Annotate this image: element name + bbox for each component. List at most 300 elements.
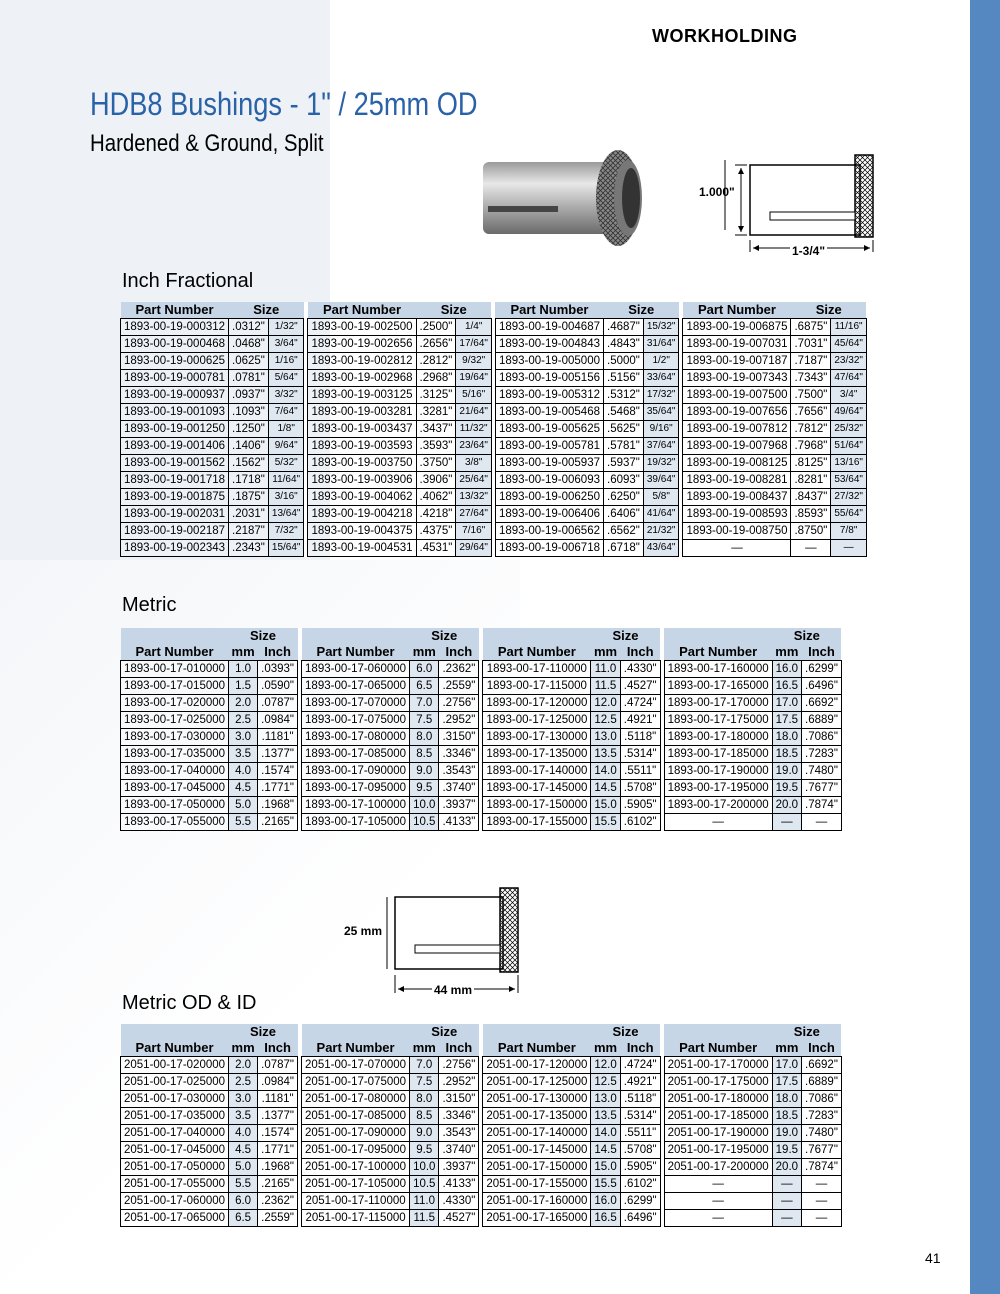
- size-inch-cell: .6692": [802, 1057, 842, 1074]
- size-fraction-cell: 7/16": [456, 523, 492, 540]
- table-row: [121, 695, 842, 712]
- table-row: [121, 1057, 842, 1074]
- col-part-number: Part Number: [497, 644, 576, 659]
- drawing-length-label: 1-3/4": [792, 244, 826, 258]
- size-fraction-cell: 23/64": [456, 438, 492, 455]
- part-number-cell: 1893-00-19-007968: [683, 438, 791, 455]
- size-decimal-cell: .5937": [604, 455, 644, 472]
- size-mm-cell: 2.5: [229, 712, 258, 729]
- part-number-cell: 1893-00-19-007656: [683, 404, 791, 421]
- part-number-cell: 1893-00-17-125000: [483, 712, 591, 729]
- size-inch-cell: .0393": [258, 661, 298, 678]
- part-number-cell: 1893-00-19-002343: [121, 540, 229, 557]
- part-number-cell: 2051-00-17-035000: [121, 1108, 229, 1125]
- part-number-cell: 1893-00-19-006562: [495, 523, 603, 540]
- metric-od-id-table: [120, 1024, 842, 1227]
- part-number-cell: 1893-00-19-001250: [121, 421, 229, 438]
- size-fraction-cell: 9/16": [643, 421, 679, 438]
- size-inch-cell: —: [802, 1193, 842, 1210]
- part-number-cell: 1893-00-19-007343: [683, 370, 791, 387]
- size-inch-cell: .0984": [258, 1074, 298, 1091]
- size-inch-cell: .7874": [802, 797, 842, 814]
- part-number-cell: 1893-00-19-008593: [683, 506, 791, 523]
- size-decimal-cell: .1093": [229, 404, 269, 421]
- table-row: [121, 336, 867, 353]
- size-decimal-cell: .5156": [604, 370, 644, 387]
- size-fraction-cell: 5/16": [456, 387, 492, 404]
- size-mm-cell: 19.0: [772, 763, 801, 780]
- size-decimal-cell: .1718": [229, 472, 269, 489]
- size-inch-cell: .6889": [802, 712, 842, 729]
- size-fraction-cell: 55/64": [831, 506, 867, 523]
- size-inch-cell: .3543": [439, 763, 479, 780]
- part-number-cell: 1893-00-17-065000: [302, 678, 410, 695]
- part-number-cell: 1893-00-17-075000: [302, 712, 410, 729]
- part-number-cell: 1893-00-17-080000: [302, 729, 410, 746]
- part-number-cell: 1893-00-17-155000: [483, 814, 591, 831]
- size-decimal-cell: .0312": [229, 319, 269, 336]
- part-number-cell: 1893-00-19-005937: [495, 455, 603, 472]
- size-mm-cell: 11.0: [591, 661, 620, 678]
- part-number-cell: 1893-00-17-145000: [483, 780, 591, 797]
- part-number-cell: 1893-00-19-000312: [121, 319, 229, 336]
- col-part-number: Part Number: [316, 644, 395, 659]
- table-row: [121, 712, 842, 729]
- size-decimal-cell: .0781": [229, 370, 269, 387]
- size-mm-cell: 2.5: [229, 1074, 258, 1091]
- part-number-cell: 1893-00-19-006250: [495, 489, 603, 506]
- size-inch-cell: .1181": [258, 729, 298, 746]
- size-decimal-cell: .2031": [229, 506, 269, 523]
- size-mm-cell: 9.5: [410, 780, 439, 797]
- size-inch-cell: .5314": [620, 746, 660, 763]
- size-inch-cell: .1968": [258, 797, 298, 814]
- size-mm-cell: 16.0: [591, 1193, 620, 1210]
- part-number-cell: 1893-00-19-001406: [121, 438, 229, 455]
- size-fraction-cell: 13/32": [456, 489, 492, 506]
- table-row: [121, 763, 842, 780]
- size-inch-cell: .1771": [258, 1142, 298, 1159]
- size-fraction-cell: 13/16": [831, 455, 867, 472]
- part-number-cell: 2051-00-17-115000: [302, 1210, 410, 1227]
- part-number-cell: 1893-00-19-004218: [308, 506, 416, 523]
- size-mm-cell: 1.5: [229, 678, 258, 695]
- part-number-cell: 1893-00-19-006718: [495, 540, 603, 557]
- table-row: [121, 1142, 842, 1159]
- part-number-cell: 1893-00-19-000937: [121, 387, 229, 404]
- col-inch: Inch: [445, 1040, 473, 1055]
- size-inch-cell: .5905": [620, 797, 660, 814]
- size-mm-cell: 14.0: [591, 763, 620, 780]
- bushing-drawing-metric: [375, 885, 525, 995]
- part-number-cell: 1893-00-17-190000: [664, 763, 772, 780]
- size-fraction-cell: 7/8": [831, 523, 867, 540]
- size-fraction-cell: 1/8": [268, 421, 304, 438]
- part-number-cell: 2051-00-17-020000: [121, 1057, 229, 1074]
- size-fraction-cell: 3/8": [456, 455, 492, 472]
- size-decimal-cell: .3593": [416, 438, 456, 455]
- size-inch-cell: .2559": [439, 678, 479, 695]
- size-inch-cell: .5708": [620, 1142, 660, 1159]
- table-row: [121, 370, 867, 387]
- col-inch: Inch: [445, 644, 473, 659]
- size-inch-cell: .6692": [802, 695, 842, 712]
- part-number-cell: 1893-00-19-000781: [121, 370, 229, 387]
- col-part-number: Part Number: [135, 1040, 214, 1055]
- size-inch-cell: .2362": [258, 1193, 298, 1210]
- size-mm-cell: 10.5: [410, 814, 439, 831]
- table-row: [121, 1193, 842, 1210]
- table-row: [121, 438, 867, 455]
- size-mm-cell: 8.5: [410, 1108, 439, 1125]
- size-fraction-cell: 23/32": [831, 353, 867, 370]
- size-mm-cell: 10.0: [410, 1159, 439, 1176]
- col-mm: mm: [231, 644, 255, 659]
- col-size: Size: [431, 628, 458, 643]
- table-row: [121, 1091, 842, 1108]
- size-fraction-cell: 17/64": [456, 336, 492, 353]
- size-decimal-cell: .4687": [604, 319, 644, 336]
- col-part-number: Part Number: [497, 1040, 576, 1055]
- size-decimal-cell: .3906": [416, 472, 456, 489]
- bushing-photo: [478, 148, 668, 248]
- part-number-cell: 1893-00-19-004062: [308, 489, 416, 506]
- table-row: [121, 455, 867, 472]
- size-mm-cell: 15.5: [591, 814, 620, 831]
- size-fraction-cell: 1/4": [456, 319, 492, 336]
- col-size: Size: [250, 628, 277, 643]
- size-mm-cell: 6.5: [410, 678, 439, 695]
- part-number-cell: 1893-00-17-140000: [483, 763, 591, 780]
- size-mm-cell: 18.0: [772, 1091, 801, 1108]
- size-inch-cell: .4921": [620, 712, 660, 729]
- size-mm-cell: 18.0: [772, 729, 801, 746]
- table-row: [121, 1210, 842, 1227]
- col-part-number: Part Number: [679, 644, 758, 659]
- size-inch-cell: .3150": [439, 729, 479, 746]
- size-mm-cell: 12.5: [591, 1074, 620, 1091]
- part-number-cell: 2051-00-17-050000: [121, 1159, 229, 1176]
- part-number-cell: 1893-00-19-008750: [683, 523, 791, 540]
- drawing2-length-label: 44 mm: [434, 983, 473, 997]
- part-number-cell: 2051-00-17-030000: [121, 1091, 229, 1108]
- table-row: [121, 678, 842, 695]
- part-number-cell: 2051-00-17-055000: [121, 1176, 229, 1193]
- part-number-cell: 1893-00-19-002187: [121, 523, 229, 540]
- part-number-cell: 1893-00-17-040000: [121, 763, 229, 780]
- col-size: Size: [431, 1024, 458, 1039]
- size-decimal-cell: .4062": [416, 489, 456, 506]
- size-fraction-cell: 7/64": [268, 404, 304, 421]
- part-number-cell: 1893-00-19-005781: [495, 438, 603, 455]
- size-decimal-cell: .7031": [791, 336, 831, 353]
- part-number-cell: 1893-00-17-150000: [483, 797, 591, 814]
- col-size: Size: [793, 1024, 820, 1039]
- size-inch-cell: .7874": [802, 1159, 842, 1176]
- table-row: [121, 387, 867, 404]
- size-inch-cell: .7283": [802, 746, 842, 763]
- part-number-cell: 1893-00-19-005156: [495, 370, 603, 387]
- size-mm-cell: 15.5: [591, 1176, 620, 1193]
- size-decimal-cell: .5312": [604, 387, 644, 404]
- table-row: [121, 489, 867, 506]
- size-inch-cell: .2952": [439, 712, 479, 729]
- size-mm-cell: 10.0: [410, 797, 439, 814]
- part-number-cell: 1893-00-19-002968: [308, 370, 416, 387]
- table-row: [121, 661, 842, 678]
- size-decimal-cell: .7500": [791, 387, 831, 404]
- size-decimal-cell: .0625": [229, 353, 269, 370]
- part-number-cell: 1893-00-19-006875: [683, 319, 791, 336]
- size-inch-cell: .6496": [802, 678, 842, 695]
- table-row: [121, 1074, 842, 1091]
- part-number-cell: 1893-00-17-105000: [302, 814, 410, 831]
- part-number-cell: 2051-00-17-095000: [302, 1142, 410, 1159]
- col-size: Size: [628, 302, 655, 317]
- part-number-cell: 2051-00-17-175000: [664, 1074, 772, 1091]
- size-fraction-cell: 3/32": [268, 387, 304, 404]
- part-number-cell: 1893-00-19-001875: [121, 489, 229, 506]
- part-number-cell: 2051-00-17-090000: [302, 1125, 410, 1142]
- part-number-cell: 1893-00-17-035000: [121, 746, 229, 763]
- size-mm-cell: 2.0: [229, 695, 258, 712]
- part-number-cell: 2051-00-17-170000: [664, 1057, 772, 1074]
- col-size: Size: [440, 302, 467, 317]
- part-number-cell: 1893-00-19-006406: [495, 506, 603, 523]
- size-inch-cell: .4921": [620, 1074, 660, 1091]
- col-size: Size: [793, 628, 820, 643]
- size-decimal-cell: .8125": [791, 455, 831, 472]
- metric-table: [120, 628, 842, 831]
- size-inch-cell: .1968": [258, 1159, 298, 1176]
- size-fraction-cell: 27/64": [456, 506, 492, 523]
- table-row: [121, 814, 842, 831]
- drawing-height-label: 1.000": [699, 185, 735, 199]
- col-inch: Inch: [808, 644, 835, 659]
- part-number-cell: 1893-00-19-003593: [308, 438, 416, 455]
- table-row: [121, 729, 842, 746]
- size-fraction-cell: 15/32": [643, 319, 679, 336]
- size-fraction-cell: 1/16": [268, 353, 304, 370]
- size-decimal-cell: .6093": [604, 472, 644, 489]
- col-mm: mm: [593, 1040, 618, 1055]
- part-number-cell: 2051-00-17-105000: [302, 1176, 410, 1193]
- part-number-cell: 1893-00-17-055000: [121, 814, 229, 831]
- size-mm-cell: 13.5: [591, 746, 620, 763]
- size-decimal-cell: .2656": [416, 336, 456, 353]
- part-number-cell: 1893-00-19-005000: [495, 353, 603, 370]
- inch-fractional-table: [120, 302, 867, 557]
- size-inch-cell: .7086": [802, 729, 842, 746]
- size-inch-cell: .5511": [620, 1125, 660, 1142]
- part-number-cell: 1893-00-19-003281: [308, 404, 416, 421]
- size-inch-cell: .3150": [439, 1091, 479, 1108]
- size-fraction-cell: 5/8": [643, 489, 679, 506]
- size-decimal-cell: .6562": [604, 523, 644, 540]
- size-fraction-cell: 39/64": [643, 472, 679, 489]
- part-number-cell: 1893-00-19-003750: [308, 455, 416, 472]
- size-fraction-cell: 33/64": [643, 370, 679, 387]
- part-number-cell: 1893-00-17-165000: [664, 678, 772, 695]
- size-decimal-cell: .4375": [416, 523, 456, 540]
- page-title: HDB8 Bushings - 1" / 25mm OD: [90, 86, 478, 122]
- part-number-cell: —: [664, 1193, 772, 1210]
- col-size: Size: [612, 628, 639, 643]
- part-number-cell: 2051-00-17-130000: [483, 1091, 591, 1108]
- part-number-cell: 1893-00-19-007812: [683, 421, 791, 438]
- size-mm-cell: 9.5: [410, 1142, 439, 1159]
- part-number-cell: —: [664, 814, 772, 831]
- part-number-cell: 2051-00-17-180000: [664, 1091, 772, 1108]
- part-number-cell: —: [664, 1176, 772, 1193]
- page-edge-bar: [970, 0, 1000, 1294]
- part-number-cell: 2051-00-17-135000: [483, 1108, 591, 1125]
- size-inch-cell: .1574": [258, 1125, 298, 1142]
- size-mm-cell: 5.0: [229, 1159, 258, 1176]
- size-inch-cell: .3937": [439, 1159, 479, 1176]
- part-number-cell: 1893-00-17-085000: [302, 746, 410, 763]
- col-inch: Inch: [626, 1040, 654, 1055]
- size-decimal-cell: .4218": [416, 506, 456, 523]
- size-mm-cell: 20.0: [772, 797, 801, 814]
- size-inch-cell: —: [802, 1210, 842, 1227]
- size-decimal-cell: .8437": [791, 489, 831, 506]
- size-inch-cell: .6889": [802, 1074, 842, 1091]
- part-number-cell: 2051-00-17-075000: [302, 1074, 410, 1091]
- part-number-cell: 1893-00-19-000625: [121, 353, 229, 370]
- part-number-cell: 1893-00-17-050000: [121, 797, 229, 814]
- size-inch-cell: .4724": [620, 1057, 660, 1074]
- part-number-cell: 1893-00-19-002500: [308, 319, 416, 336]
- size-mm-cell: 11.0: [410, 1193, 439, 1210]
- size-inch-cell: .5905": [620, 1159, 660, 1176]
- size-decimal-cell: .8593": [791, 506, 831, 523]
- size-mm-cell: 3.0: [229, 1091, 258, 1108]
- part-number-cell: 2051-00-17-200000: [664, 1159, 772, 1176]
- size-mm-cell: 13.0: [591, 1091, 620, 1108]
- size-inch-cell: .4724": [620, 695, 660, 712]
- size-inch-cell: .5118": [620, 1091, 660, 1108]
- size-inch-cell: .6102": [620, 814, 660, 831]
- size-inch-cell: .0984": [258, 712, 298, 729]
- part-number-cell: 1893-00-19-007187: [683, 353, 791, 370]
- part-number-cell: 1893-00-19-001093: [121, 404, 229, 421]
- size-fraction-cell: 27/32": [831, 489, 867, 506]
- size-inch-cell: .7677": [802, 1142, 842, 1159]
- table-row: [121, 404, 867, 421]
- size-decimal-cell: .0937": [229, 387, 269, 404]
- size-fraction-cell: 11/16": [831, 319, 867, 336]
- size-decimal-cell: .1250": [229, 421, 269, 438]
- part-number-cell: 1893-00-19-001562: [121, 455, 229, 472]
- size-mm-cell: —: [772, 814, 801, 831]
- size-mm-cell: 8.0: [410, 1091, 439, 1108]
- size-mm-cell: 7.5: [410, 1074, 439, 1091]
- size-decimal-cell: .1406": [229, 438, 269, 455]
- col-part-number: Part Number: [322, 302, 402, 317]
- part-number-cell: 1893-00-19-008281: [683, 472, 791, 489]
- size-mm-cell: 3.5: [229, 1108, 258, 1125]
- size-decimal-cell: .5625": [604, 421, 644, 438]
- col-mm: mm: [775, 644, 799, 659]
- part-number-cell: 2051-00-17-025000: [121, 1074, 229, 1091]
- part-number-cell: 2051-00-17-080000: [302, 1091, 410, 1108]
- part-number-cell: 2051-00-17-190000: [664, 1125, 772, 1142]
- size-inch-cell: .2165": [258, 1176, 298, 1193]
- size-mm-cell: 12.0: [591, 1057, 620, 1074]
- size-decimal-cell: .1875": [229, 489, 269, 506]
- size-mm-cell: 8.0: [410, 729, 439, 746]
- size-fraction-cell: 43/64": [643, 540, 679, 557]
- size-fraction-cell: 45/64": [831, 336, 867, 353]
- col-part-number: Part Number: [679, 1040, 758, 1055]
- part-number-cell: 2051-00-17-100000: [302, 1159, 410, 1176]
- table-row: [121, 472, 867, 489]
- col-part-number: Part Number: [135, 644, 214, 659]
- part-number-cell: 1893-00-17-115000: [483, 678, 591, 695]
- size-inch-cell: .3937": [439, 797, 479, 814]
- size-mm-cell: 17.5: [772, 712, 801, 729]
- size-inch-cell: .2756": [439, 1057, 479, 1074]
- size-inch-cell: .3346": [439, 746, 479, 763]
- size-decimal-cell: .4531": [416, 540, 456, 557]
- size-decimal-cell: .2343": [229, 540, 269, 557]
- size-inch-cell: .2559": [258, 1210, 298, 1227]
- size-mm-cell: 9.0: [410, 1125, 439, 1142]
- size-fraction-cell: 41/64": [643, 506, 679, 523]
- size-decimal-cell: .3125": [416, 387, 456, 404]
- size-mm-cell: 4.5: [229, 1142, 258, 1159]
- size-fraction-cell: 49/64": [831, 404, 867, 421]
- size-inch-cell: .0787": [258, 695, 298, 712]
- size-inch-cell: .2165": [258, 814, 298, 831]
- size-inch-cell: .7677": [802, 780, 842, 797]
- col-inch: Inch: [264, 1040, 291, 1055]
- size-fraction-cell: 1/2": [643, 353, 679, 370]
- size-decimal-cell: .0468": [229, 336, 269, 353]
- part-number-cell: 1893-00-17-090000: [302, 763, 410, 780]
- size-mm-cell: 15.0: [591, 1159, 620, 1176]
- size-inch-cell: .7480": [802, 1125, 842, 1142]
- size-fraction-cell: 29/64": [456, 540, 492, 557]
- size-fraction-cell: 37/64": [643, 438, 679, 455]
- size-mm-cell: 17.0: [772, 1057, 801, 1074]
- size-decimal-cell: .7812": [791, 421, 831, 438]
- size-mm-cell: 1.0: [229, 661, 258, 678]
- part-number-cell: 2051-00-17-085000: [302, 1108, 410, 1125]
- size-inch-cell: .4133": [439, 1176, 479, 1193]
- part-number-cell: 1893-00-19-007500: [683, 387, 791, 404]
- part-number-cell: 2051-00-17-125000: [483, 1074, 591, 1091]
- size-mm-cell: 6.0: [410, 661, 439, 678]
- part-number-cell: 1893-00-19-006093: [495, 472, 603, 489]
- size-inch-cell: .7086": [802, 1091, 842, 1108]
- size-fraction-cell: 7/32": [268, 523, 304, 540]
- part-number-cell: 1893-00-19-001718: [121, 472, 229, 489]
- size-mm-cell: 11.5: [591, 678, 620, 695]
- size-decimal-cell: .6406": [604, 506, 644, 523]
- col-mm: mm: [412, 1040, 436, 1055]
- section-tag: WORKHOLDING: [652, 26, 798, 46]
- size-decimal-cell: .2500": [416, 319, 456, 336]
- size-inch-cell: .1771": [258, 780, 298, 797]
- size-decimal-cell: .6250": [604, 489, 644, 506]
- part-number-cell: 1893-00-17-180000: [664, 729, 772, 746]
- part-number-cell: 1893-00-19-004687: [495, 319, 603, 336]
- size-mm-cell: 6.5: [229, 1210, 258, 1227]
- size-fraction-cell: 1/32": [268, 319, 304, 336]
- size-mm-cell: 4.0: [229, 763, 258, 780]
